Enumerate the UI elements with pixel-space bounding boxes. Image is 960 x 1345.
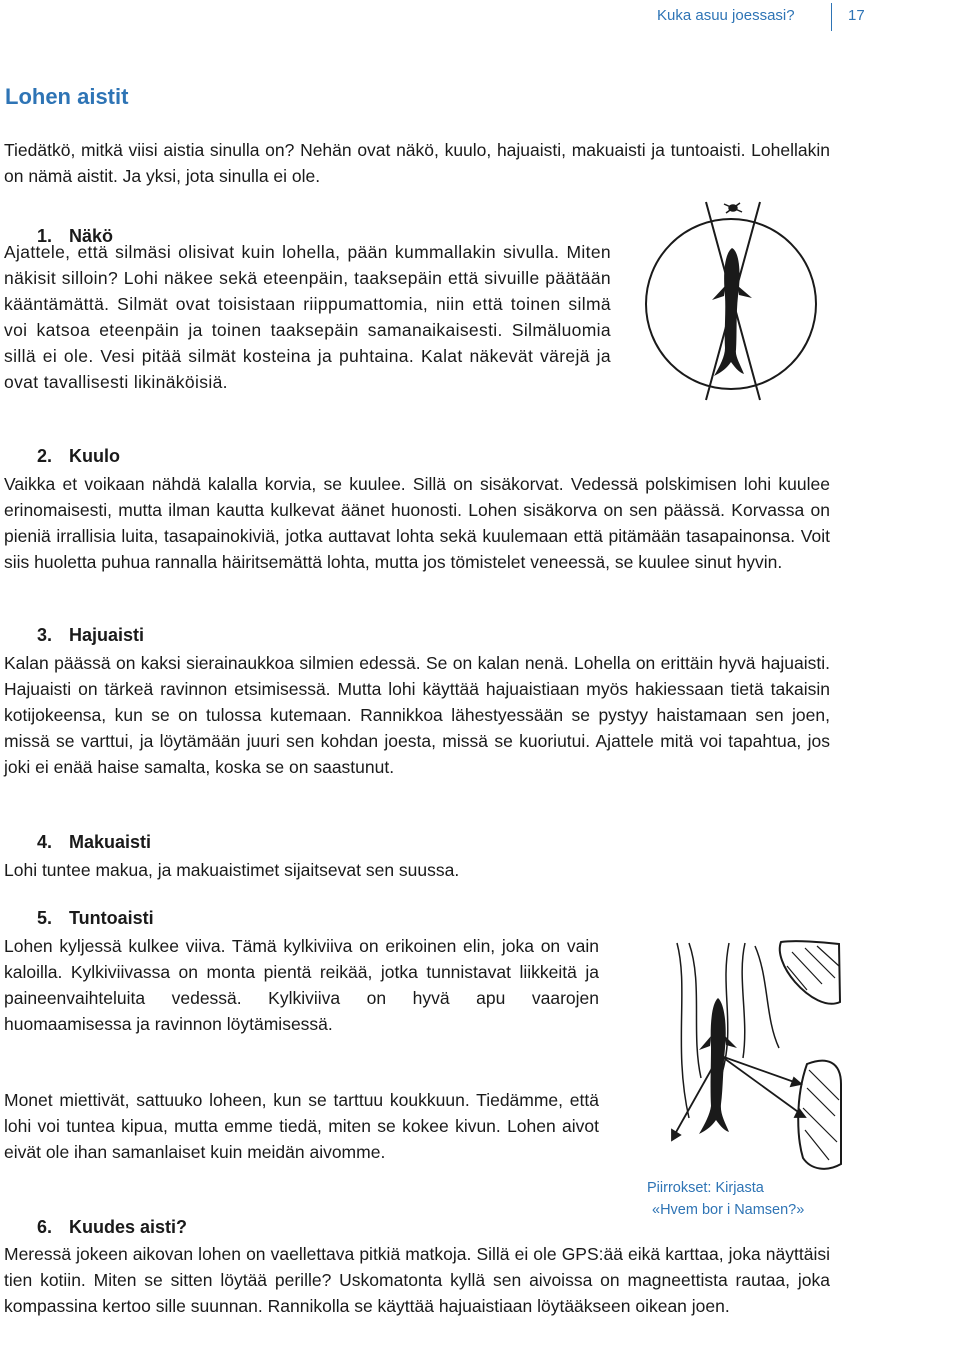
section-text-5: Lohen kyljessä kulkee viiva. Tämä kylkiviiva on erikoinen elin, joka on vain kaloilla. Kylkiviivassa on monta pientä reikää, jotka tunnistavat liikkeitä ja paineenvaihteluita vedessä. Kylkiviiva on hyvä apu vaarojen huomaamisessa ja ravinnon löytämisessä. xyxy=(4,936,599,1034)
section-text-1: Ajattele, että silmäsi olisivat kuin lohella, pään kummallakin sivulla. Miten näkisit silloin? Lohi näkee sekä eteenpäin, taaksepäin että sivuille päätään kääntämättä. Silmät ovat toisistaan riippumattomia, niin että toinen silmä voi katsoa eteenpäin ja toinen taaksepäin samanaikaisesti. Silmäluomia sillä ei ole. Vesi pitää silmät kosteina ja puhtaina. Kalat näkevät värejä ja ovat tavallisesti likinäköisiä. xyxy=(4,242,611,392)
section-number: 2. xyxy=(37,446,53,466)
fish-vision-diagram xyxy=(628,196,838,404)
section-title: Tuntoaisti xyxy=(69,908,154,928)
section-text-4: Lohi tuntee makua, ja makuaistimet sijaitsevat sen suussa. xyxy=(4,860,460,880)
section-heading-5 xyxy=(37,908,154,929)
section-title: Makuaisti xyxy=(69,832,152,852)
section-text-3: Kalan päässä on kaksi sierainaukkoa silmien edessä. Se on kalan nenä. Lohella on erittäin hyvä hajuaisti. Hajuaisti on tärkeä ravinnon etsimisessä. Mutta lohi käyttää hajuaistiaan myös hakiessaan tietä takaisin kotijokeensa, kun se on tulossa kutemaan. Rannikkoa lähestyessään se pystyy haistamaan sen joen, missä se varttui, ja löytämään juuri sen kohdan joesta, missä se kuoriutui. Ajattele mitä voi tapahtua, jos joki ei enää haise samalta, koska se on saastunut. xyxy=(4,653,830,777)
sensing-arrows xyxy=(672,1056,805,1140)
section-title: Kuulo xyxy=(69,446,120,466)
section-heading-3 xyxy=(37,625,144,646)
caption-line-2: «Hvem bor i Namsen?» xyxy=(652,1202,805,1218)
section-heading-6 xyxy=(37,1217,187,1238)
section-number: 5. xyxy=(37,908,53,928)
fish-icon xyxy=(699,998,737,1134)
section-heading-4 xyxy=(37,832,151,853)
section-number: 4. xyxy=(37,832,53,852)
page-title: Lohen aistit xyxy=(5,84,129,109)
section-heading-2 xyxy=(37,446,120,467)
section-number: 3. xyxy=(37,625,53,645)
figure-caption xyxy=(647,1177,804,1221)
section-text-5b: Monet miettivät, sattuuko loheen, kun se tarttuu koukkuun. Tiedämme, että lohi voi tuntea kipua, mutta emme tiedä, miten se kokee kivun. Lohen aivot eivät ole ihan samanlaiset kuin meidän aivomme. xyxy=(4,1090,599,1162)
rock-top-icon xyxy=(780,941,840,1004)
current-lines xyxy=(677,943,779,1118)
header-divider xyxy=(831,3,832,31)
section-text-6: Meressä jokeen aikovan lohen on vaellettava pitkiä matkoja. Sillä ei ole GPS:ää eikä karttaa, joka näyttäisi tien kotiin. Miten se sitten löytää perille? Uskomatonta kyllä sen aivoissa on magneettista rautaa, joka kompassina kertoo sille suunnan. Rannikolla se käyttää hajuaistiaan löytääkseen oikean joen. xyxy=(4,1244,830,1316)
intro-paragraph: Tiedätkö, mitkä viisi aistia sinulla on? Nehän ovat näkö, kuulo, hajuaisti, makuaisti ja tuntoaisti. Lohellakin on nämä aistit. Ja yksi, jota sinulla ei ole. xyxy=(4,140,830,186)
running-header-title: Kuka asuu joessasi? xyxy=(657,7,795,24)
insect-icon xyxy=(724,203,742,213)
page-number: 17 xyxy=(848,7,865,24)
rock-bottom-icon xyxy=(798,1061,841,1169)
section-title: Näkö xyxy=(69,226,114,246)
section-text-2: Vaikka et voikaan nähdä kalalla korvia, se kuulee. Sillä on sisäkorvat. Vedessä polskimisen lohi kuulee erinomaisesti, mutta ilman kautta kulkevat äänet huonosti. Lohen sisäkorva on sen päässä. Korvassa on pieniä irrallisia luita, tasapainokiviä, jotka auttavat lohta sekä kuulemaan että pitämään tasapainonsa. Voit siis huoletta puhua rannalla häiritsemättä lohta, mutta jos tömistelet veneessä, se kuulee sinut hyvin. xyxy=(4,474,830,572)
section-number: 1. xyxy=(37,226,53,246)
section-number: 6. xyxy=(37,1217,53,1237)
section-title: Kuudes aisti? xyxy=(69,1217,188,1237)
lateral-line-diagram xyxy=(617,938,842,1178)
section-title: Hajuaisti xyxy=(69,625,145,645)
caption-line-1: Piirrokset: Kirjasta xyxy=(647,1180,764,1196)
